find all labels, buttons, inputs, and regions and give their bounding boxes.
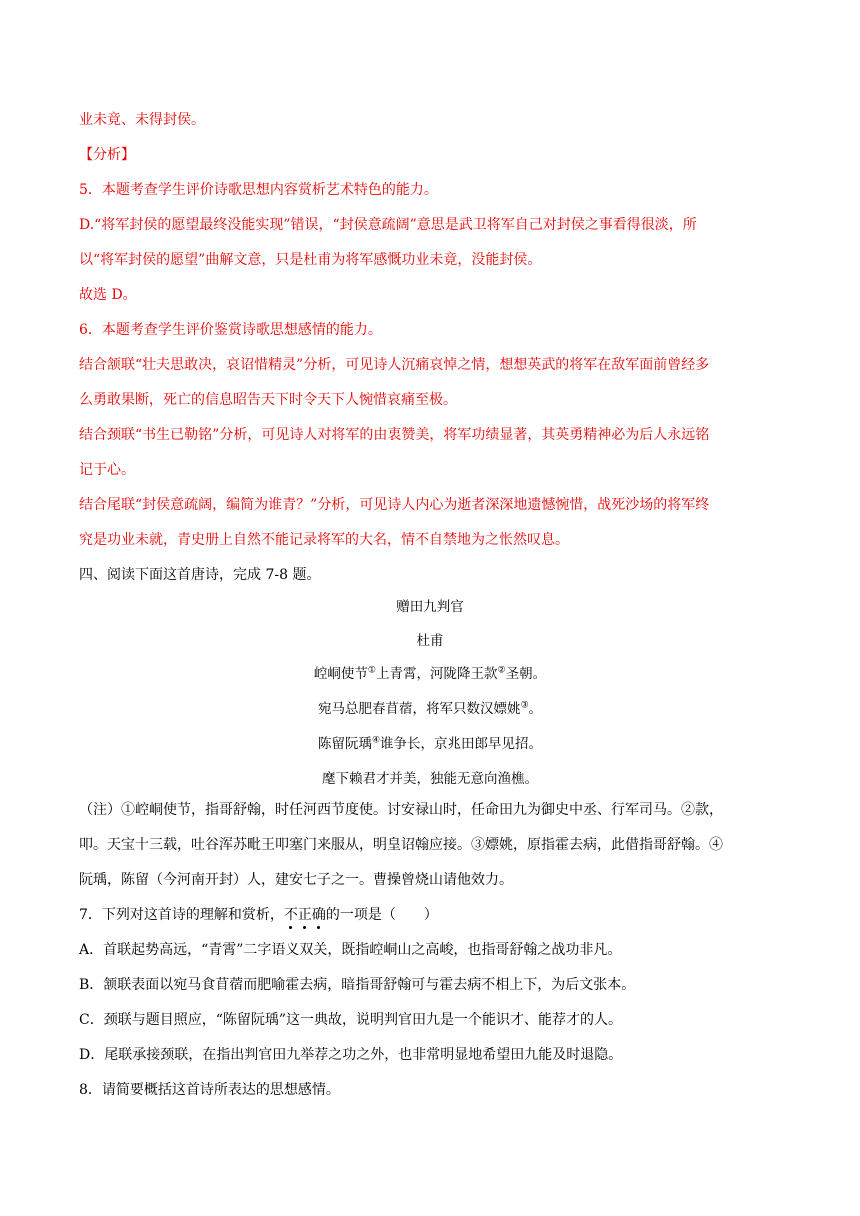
poem-notes-line2: 叩。天宝十三载，吐谷浑苏毗王叩塞门来服从，明皇诏翰应接。③嫖姚，原指霍去病，此借指哥舒翰。④	[79, 837, 723, 853]
footnote-mark: ①	[367, 665, 376, 676]
q5-analysis-line1: D.“将军封侯的愿望最终没能实现”错误，“封侯意疏阔”意思是武卫将军自己对封侯之事看得很淡，所	[79, 217, 697, 233]
poem-line-3: 陈留阮瑀④谁争长，京兆田郎早见招。	[317, 735, 543, 752]
poem-line-2: 宛马总肥春苜蓿，将军只数汉嫖姚③。	[317, 700, 543, 717]
emphasis-dot-char: 不	[283, 907, 298, 923]
section4-heading: 四、阅读下面这首唐诗，完成 7-8 题。	[79, 567, 321, 583]
q7-option-d: D．尾联承接颈联，在指出判官田九举荐之功之外，也非常明显地希望田九能及时退隐。	[79, 1047, 623, 1063]
q5-answer-choice: 故选 D。	[79, 287, 137, 303]
poem-line-1: 崆峒使节①上青霄，河陇降王款②圣朝。	[313, 665, 547, 682]
emphasis-dot-char: 正	[297, 907, 312, 923]
emphasis-dot-char: 确	[311, 907, 326, 923]
poem-title: 赠田九判官	[396, 599, 464, 615]
footnote-mark: ②	[497, 665, 506, 676]
q5-analysis-lead: 5．本题考查学生评价诗歌思想内容赏析艺术特色的能力。	[79, 182, 438, 198]
q6-analysis-p1-line2: 么勇敢果断，死亡的信息昭告天下时令天下人惋惜哀痛至极。	[79, 392, 457, 408]
q6-analysis-p3-line1: 结合尾联“封侯意疏阔，编简为谁青？”分析，可见诗人内心为逝者深深地遗憾惋惜，战死沙场的将军终	[79, 497, 710, 513]
q6-analysis-p1-line1: 结合颔联“壮夫思敢决，哀诏惜精灵”分析，可见诗人沉痛哀悼之情，想想英武的将军在敌军面前曾经多	[79, 357, 710, 373]
q8-stem: 8．请简要概括这首诗所表达的思想感情。	[79, 1082, 340, 1098]
q6-analysis-p3-line2: 究是功业未就，青史册上自然不能记录将军的大名，情不自禁地为之怅然叹息。	[79, 532, 569, 548]
footnote-mark: ③	[520, 700, 529, 711]
q6-analysis-p2-line2: 记于心。	[79, 462, 135, 478]
q7-option-a: A．首联起势高远，“青霄”二字语义双关，既指崆峒山之高峻，也指哥舒翰之战功非凡。	[79, 942, 622, 958]
poem-notes-line1: （注）①崆峒使节，指哥舒翰，时任河西节度使。讨安禄山时，任命田九为御史中丞、行军司马。②款，	[79, 802, 723, 818]
q5-analysis-line2: 以“将军封侯的愿望”曲解文意，只是杜甫为将军感慨功业未竟，没能封侯。	[79, 252, 542, 268]
q7-stem: 7．下列对这首诗的理解和赏析，不正确的一项是（ ）	[79, 907, 438, 923]
analysis-heading: 【分析】	[79, 147, 135, 163]
q7-option-b: B．颔联表面以宛马食苜蓿而肥喻霍去病，暗指哥舒翰可与霍去病不相上下，为后文张本。	[79, 977, 636, 993]
footnote-mark: ④	[371, 735, 381, 746]
q6-analysis-lead: 6．本题考查学生评价鉴赏诗歌思想感情的能力。	[79, 322, 382, 338]
q7-option-c: C．颈联与题目照应，“陈留阮瑀”这一典故，说明判官田九是一个能识才、能荐才的人。	[79, 1012, 623, 1028]
poem-author: 杜甫	[416, 633, 444, 649]
q6-analysis-p2-line1: 结合颈联“书生已勒铭”分析，可见诗人对将军的由衷赞美，将军功绩显著，其英勇精神必为后人永远铭	[79, 427, 710, 443]
poem-line-4: 麾下赖君才并美，独能无意向渔樵。	[322, 771, 538, 787]
answer-tail: 业未竟、未得封侯。	[79, 112, 205, 128]
poem-notes-line3: 阮瑀，陈留（今河南开封）人，建安七子之一。曹操曾烧山请他效力。	[79, 872, 513, 888]
